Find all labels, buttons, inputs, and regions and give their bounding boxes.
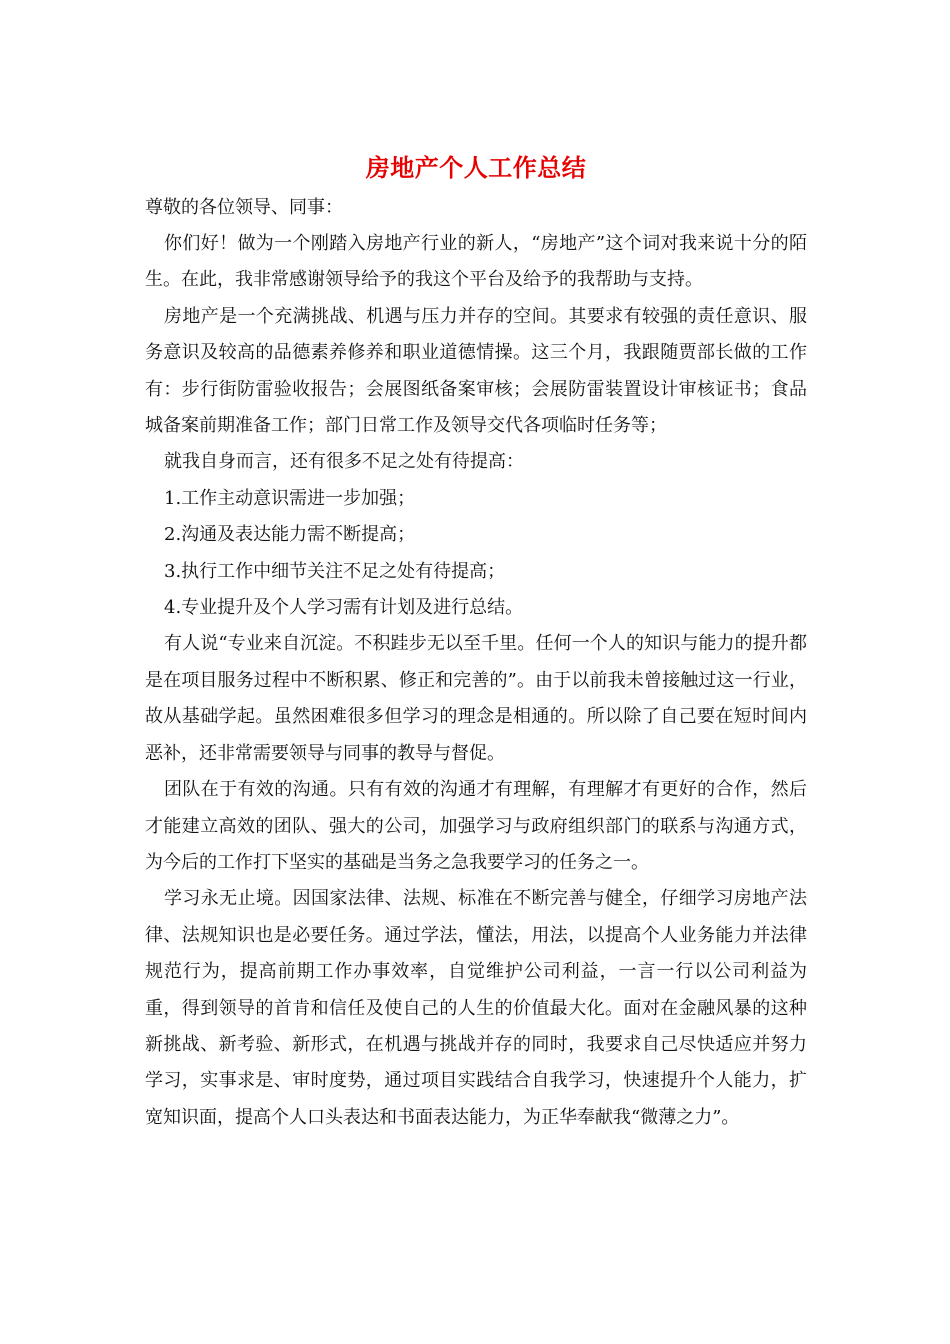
list-item: 1.工作主动意识需进一步加强； [164,487,416,509]
salutation: 尊敬的各位领导、同事： [145,197,343,218]
paragraph-shortcomings-intro: 就我自身而言，还有很多不足之处有待提高： [164,451,524,473]
document-title: 房地产个人工作总结 [365,153,587,182]
paragraph-accumulation: 有人说“专业来自沉淀。不积跬步无以至千里。任何一个人的知识与能力的提升都是在项目服务过程中不断积累、修正和完善的”。由于以前我未曾接触过这一行业，故从基础学起。虽然困难很多但学习的理念是相通的。所以除了自己要在短时间内恶补，还非常需要领导与同事的教导与督促。 [145,633,807,764]
paragraph-intro: 你们好！做为一个刚踏入房地产行业的新人，“房地产”这个词对我来说十分的陌生。在此，我非常感谢领导给予的我这个平台及给予的我帮助与支持。 [145,233,807,291]
paragraph-learning: 学习永无止境。因国家法律、法规、标准在不断完善与健全，仔细学习房地产法律、法规知识也是必要任务。通过学法，懂法，用法，以提高个人业务能力并法律规范行为，提高前期工作办事效率，自觉维护公司利益，一言一行以公司利益为重，得到领导的首肯和信任及使自己的人生的价值最大化。面对在金融风暴的这种新挑战、新考验、新形式，在机遇与挑战并存的同时，我要求自己尽快适应并努力学习，实事求是、审时度势，通过项目实践结合自我学习，快速提升个人能力，扩宽知识面，提高个人口头表达和书面表达能力，为正华奉献我“微薄之力”。 [145,888,807,1128]
list-item: 2.沟通及表达能力需不断提高； [164,524,416,546]
list-item: 4.专业提升及个人学习需有计划及进行总结。 [164,597,524,619]
paragraph-work-content: 房地产是一个充满挑战、机遇与压力并存的空间。其要求有较强的责任意识、服务意识及较高的品德素养修养和职业道德情操。这三个月，我跟随贾部长做的工作有：步行街防雷验收报告；会展图纸备案审核；会展防雷装置设计审核证书；食品城备案前期准备工作；部门日常工作及领导交代各项临时任务等； [145,305,807,437]
paragraph-teamwork: 团队在于有效的沟通。只有有效的沟通才有理解，有理解才有更好的合作，然后才能建立高效的团队、强大的公司，加强学习与政府组织部门的联系与沟通方式，为今后的工作打下坚实的基础是当务之急我要学习的任务之一。 [145,779,807,873]
document-page [145,150,807,1136]
list-item: 3.执行工作中细节关注不足之处有待提高； [164,560,506,582]
